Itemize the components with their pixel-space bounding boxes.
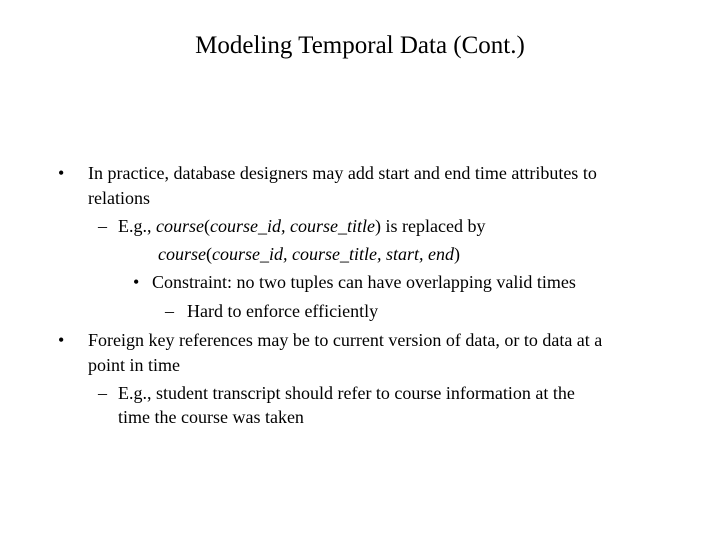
bullet-marker: • — [58, 163, 65, 183]
dash-marker: – — [98, 383, 107, 403]
relation-attributes: course_id, course_title — [210, 216, 375, 236]
bullet-1-line-2: relations — [88, 188, 150, 208]
bullet-2-line-1: Foreign key references may be to current version of data, or to data at a — [88, 330, 603, 350]
dash-marker: – — [98, 216, 107, 236]
bullet-1-line-1: In practice, database designers may add start and end time attributes to — [88, 163, 597, 183]
sub-bullet-2-line-2: time the course was taken — [118, 407, 304, 427]
bullet-2-line-2: point in time — [88, 355, 180, 375]
sub-bullet-1-line-1: E.g., course(course_id, course_title) is replaced by — [118, 216, 486, 236]
constraint-sub-text: Hard to enforce efficiently — [187, 301, 379, 321]
slide-title: Modeling Temporal Data (Cont.) — [195, 32, 525, 59]
replaced-by-text: is replaced by — [385, 216, 486, 236]
constraint-text: Constraint: no two tuples can have overlapping valid times — [152, 272, 576, 292]
bullet-marker: • — [133, 272, 140, 292]
dash-marker: – — [165, 301, 174, 321]
sub-bullet-2-line-1: E.g., student transcript should refer to course information at the — [118, 383, 575, 403]
relation-name: course — [156, 216, 204, 236]
bullet-marker: • — [58, 330, 65, 350]
eg-prefix: E.g., — [118, 216, 152, 236]
relation-attributes-new: course_id, course_title, start, end — [212, 244, 454, 264]
relation-name-new: course — [158, 244, 206, 264]
sub-bullet-1-line-2: course(course_id, course_title, start, end) — [158, 244, 460, 264]
